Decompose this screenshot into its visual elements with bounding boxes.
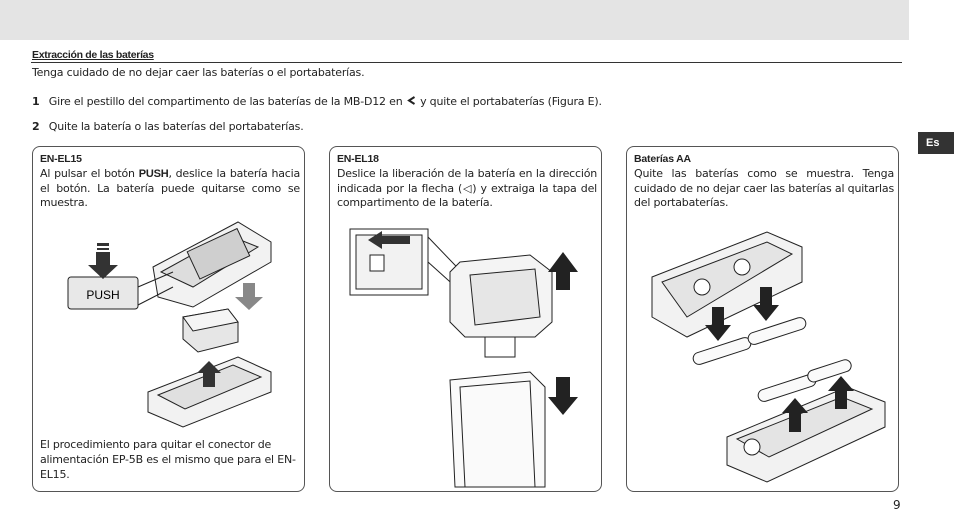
arrow-down-icon bbox=[88, 243, 118, 279]
box-text-after: , deslice la batería hacia el botón. La batería puede quitarse como se muestra. bbox=[40, 167, 301, 209]
step-number: 2 bbox=[32, 120, 40, 133]
step-1 bbox=[32, 95, 602, 108]
arrow-down-grey-icon bbox=[235, 283, 263, 310]
en-el15-illustration bbox=[33, 147, 306, 437]
push-word: PUSH bbox=[138, 168, 169, 180]
title-rule bbox=[31, 62, 902, 63]
section-title: Extracción de las baterías bbox=[32, 49, 154, 61]
page-number: 9 bbox=[893, 498, 901, 512]
intro-text: Tenga cuidado de no dejar caer las baterías o el portabaterías. bbox=[32, 66, 365, 79]
box-text: Quite las baterías como se muestra. Tenga cuidado de no dejar caer las baterías al quitarlas del portabaterías. bbox=[634, 167, 894, 209]
latch-icon bbox=[406, 95, 417, 106]
box-en-el15 bbox=[32, 146, 305, 492]
step-number: 1 bbox=[32, 95, 40, 108]
box-heading: EN-EL18 bbox=[337, 153, 379, 165]
step-text-before: Gire el pestillo del compartimento de las baterías de la MB-D12 en bbox=[48, 95, 406, 108]
box-footer: El procedimiento para quitar el conector de alimentación EP-5B es el mismo que para el EN-EL15. bbox=[40, 438, 296, 481]
push-label: PUSH bbox=[86, 288, 120, 302]
box-heading: Baterías AA bbox=[634, 153, 691, 165]
en-el18-illustration bbox=[330, 147, 603, 493]
language-tab: Es bbox=[918, 132, 954, 154]
box-heading: EN-EL15 bbox=[40, 153, 82, 165]
step-text: Quite la batería o las baterías del portabaterías. bbox=[48, 120, 304, 133]
box-text-before: Al pulsar el botón bbox=[40, 167, 139, 180]
arrow-down-icon bbox=[548, 377, 578, 415]
step-2 bbox=[32, 120, 304, 133]
box-text: Deslice la liberación de la batería en la dirección indicada por la flecha (◁) y extraiga la tapa del compartimento de la batería. bbox=[337, 167, 597, 209]
step-text-after: y quite el portabaterías (Figura E). bbox=[416, 95, 602, 108]
box-en-el18 bbox=[329, 146, 602, 492]
aa-batteries-illustration bbox=[627, 147, 900, 493]
box-aa-batteries bbox=[626, 146, 899, 492]
header-band bbox=[0, 0, 909, 40]
